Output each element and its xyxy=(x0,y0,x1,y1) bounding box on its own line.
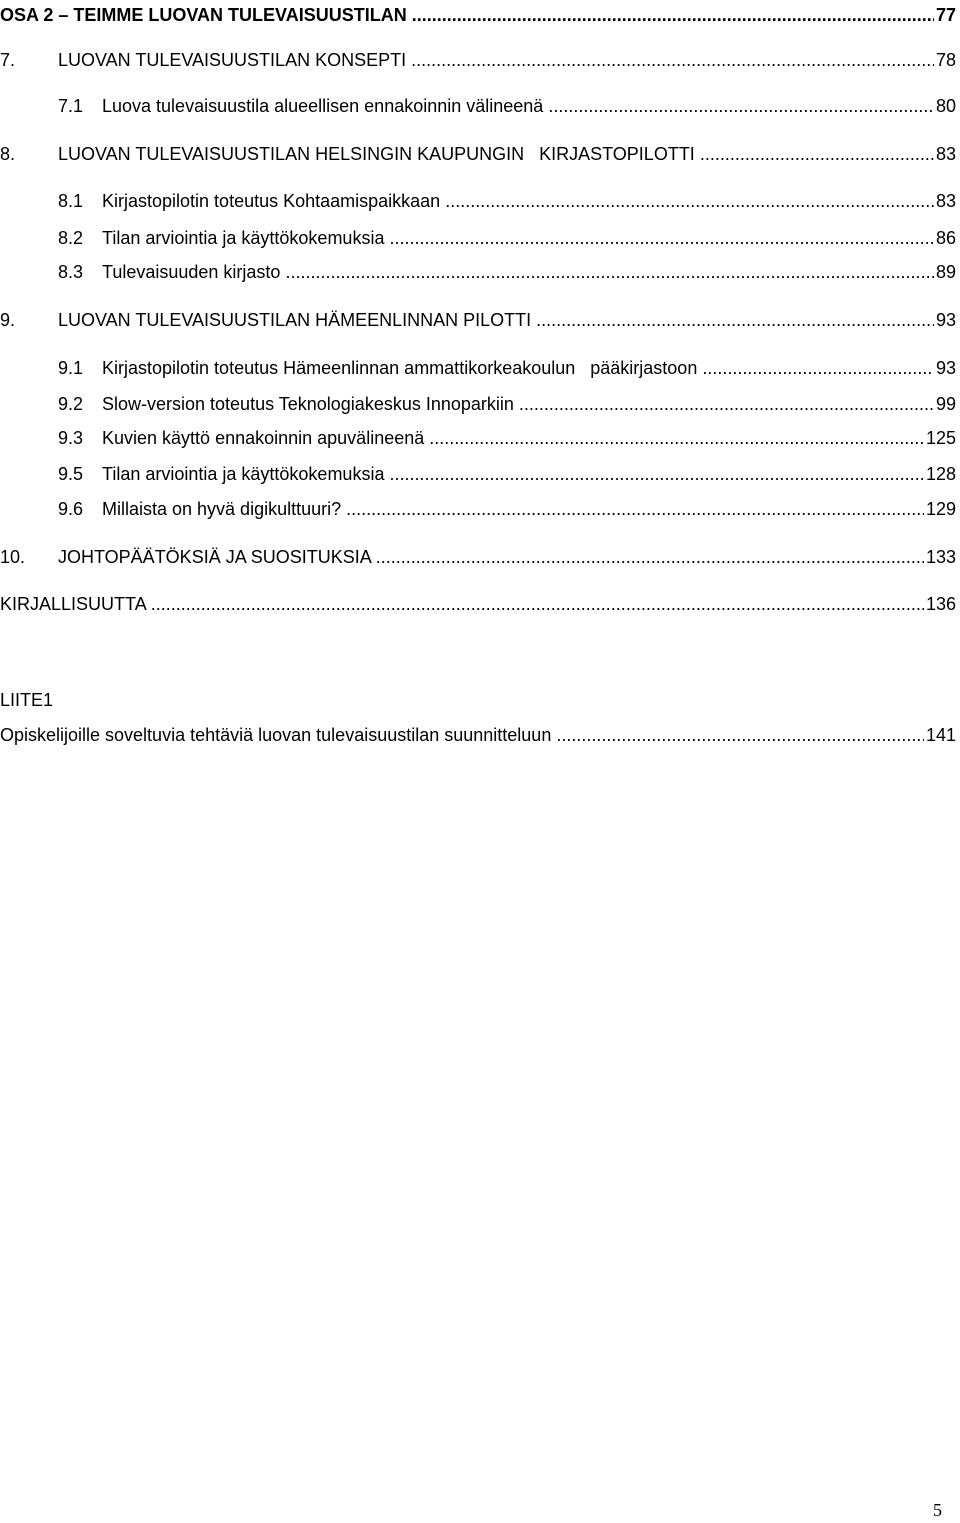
toc-entry-page: 93 xyxy=(935,358,956,378)
toc-entry-title: Luova tulevaisuustila alueellisen ennakoinnin välineenä ..... xyxy=(102,94,956,118)
toc-entry-title: Tilan arviointia ja käyttökokemuksia ..... xyxy=(102,462,956,486)
toc-entry-title: LUOVAN TULEVAISUUSTILAN HELSINGIN KAUPUNGIN KIRJASTOPILOTTI ..... xyxy=(58,142,956,166)
toc-entry-10[interactable] xyxy=(0,545,956,569)
toc-entry-8[interactable] xyxy=(0,142,956,166)
toc-entry-number: 9.3 xyxy=(58,428,84,448)
toc-entry-page: 78 xyxy=(935,50,956,70)
toc-entry-title: JOHTOPÄÄTÖKSIÄ JA SUOSITUKSIA ..... xyxy=(58,545,956,569)
toc-entry-8-1[interactable] xyxy=(58,189,956,213)
toc-entry-9-1[interactable] xyxy=(58,356,956,380)
toc-entry-number: 9.5 xyxy=(58,464,84,484)
toc-entry-title: Tulevaisuuden kirjasto ..... xyxy=(102,260,956,284)
toc-entry-number: 8.3 xyxy=(58,262,84,282)
appendix-heading: LIITE1 xyxy=(0,690,54,710)
toc-entry-page: 83 xyxy=(935,191,956,211)
toc-entry-7-1[interactable] xyxy=(58,94,956,118)
toc-entry-number: 8.1 xyxy=(58,191,84,211)
toc-entry-number: 7.1 xyxy=(58,96,84,116)
toc-entry-osa2[interactable] xyxy=(0,3,956,27)
toc-entry-title: Kuvien käyttö ennakoinnin apuvälineenä ..... xyxy=(102,426,956,450)
toc-entry-title: Kirjastopilotin toteutus Kohtaamispaikkaan ..... xyxy=(102,189,956,213)
toc-entry-page: 133 xyxy=(925,547,956,567)
toc-entry-9-5[interactable] xyxy=(58,462,956,486)
toc-entry-page: 128 xyxy=(925,464,956,484)
toc-entry-number: 7. xyxy=(0,50,16,70)
toc-entry-page: 77 xyxy=(935,5,956,25)
toc-entry-8-2[interactable] xyxy=(58,226,956,250)
toc-entry-page: 99 xyxy=(935,394,956,414)
toc-entry-title: Millaista on hyvä digikulttuuri? ..... xyxy=(102,497,956,521)
toc-entry-page: 86 xyxy=(935,228,956,248)
toc-entry-title: LUOVAN TULEVAISUUSTILAN HÄMEENLINNAN PILOTTI ..... xyxy=(58,308,956,332)
toc-entry-page: 141 xyxy=(925,725,956,745)
toc-entry-9-3[interactable] xyxy=(58,426,956,450)
toc-entry-title: OSA 2 – TEIMME LUOVAN TULEVAISUUSTILAN ..... xyxy=(0,3,956,27)
toc-entry-page: 80 xyxy=(935,96,956,116)
page-number: 5 xyxy=(933,1500,942,1520)
toc-entry-number: 9. xyxy=(0,310,16,330)
toc-entry-title: Kirjastopilotin toteutus Hämeenlinnan ammattikorkeakoulun pääkirjastoon ..... xyxy=(102,356,956,380)
toc-entry-title: Slow-version toteutus Teknologiakeskus Innoparkiin ..... xyxy=(102,392,956,416)
toc-entry-number: 9.2 xyxy=(58,394,84,414)
toc-entry-number: 9.1 xyxy=(58,358,84,378)
toc-entry-7[interactable] xyxy=(0,48,956,72)
toc-entry-8-3[interactable] xyxy=(58,260,956,284)
toc-entry-number: 10. xyxy=(0,547,26,567)
toc-entry-9[interactable] xyxy=(0,308,956,332)
toc-entry-title: Opiskelijoille soveltuvia tehtäviä luovan tulevaisuustilan suunnitteluun ..... xyxy=(0,723,956,747)
toc-entry-page: 129 xyxy=(925,499,956,519)
toc-entry-kirjallisuutta[interactable] xyxy=(0,592,956,616)
toc-entry-title: LUOVAN TULEVAISUUSTILAN KONSEPTI ..... xyxy=(58,48,956,72)
toc-entry-title: KIRJALLISUUTTA ..... xyxy=(0,592,956,616)
toc-entry-number: 9.6 xyxy=(58,499,84,519)
toc-entry-9-2[interactable] xyxy=(58,392,956,416)
toc-entry-page: 89 xyxy=(935,262,956,282)
toc-entry-9-6[interactable] xyxy=(58,497,956,521)
toc-entry-appendix[interactable] xyxy=(0,723,956,747)
toc-entry-page: 136 xyxy=(925,594,956,614)
toc-entry-page: 125 xyxy=(925,428,956,448)
toc-entry-number: 8. xyxy=(0,144,16,164)
toc-entry-number: 8.2 xyxy=(58,228,84,248)
toc-entry-page: 93 xyxy=(935,310,956,330)
toc-entry-title: Tilan arviointia ja käyttökokemuksia ..... xyxy=(102,226,956,250)
toc-entry-page: 83 xyxy=(935,144,956,164)
